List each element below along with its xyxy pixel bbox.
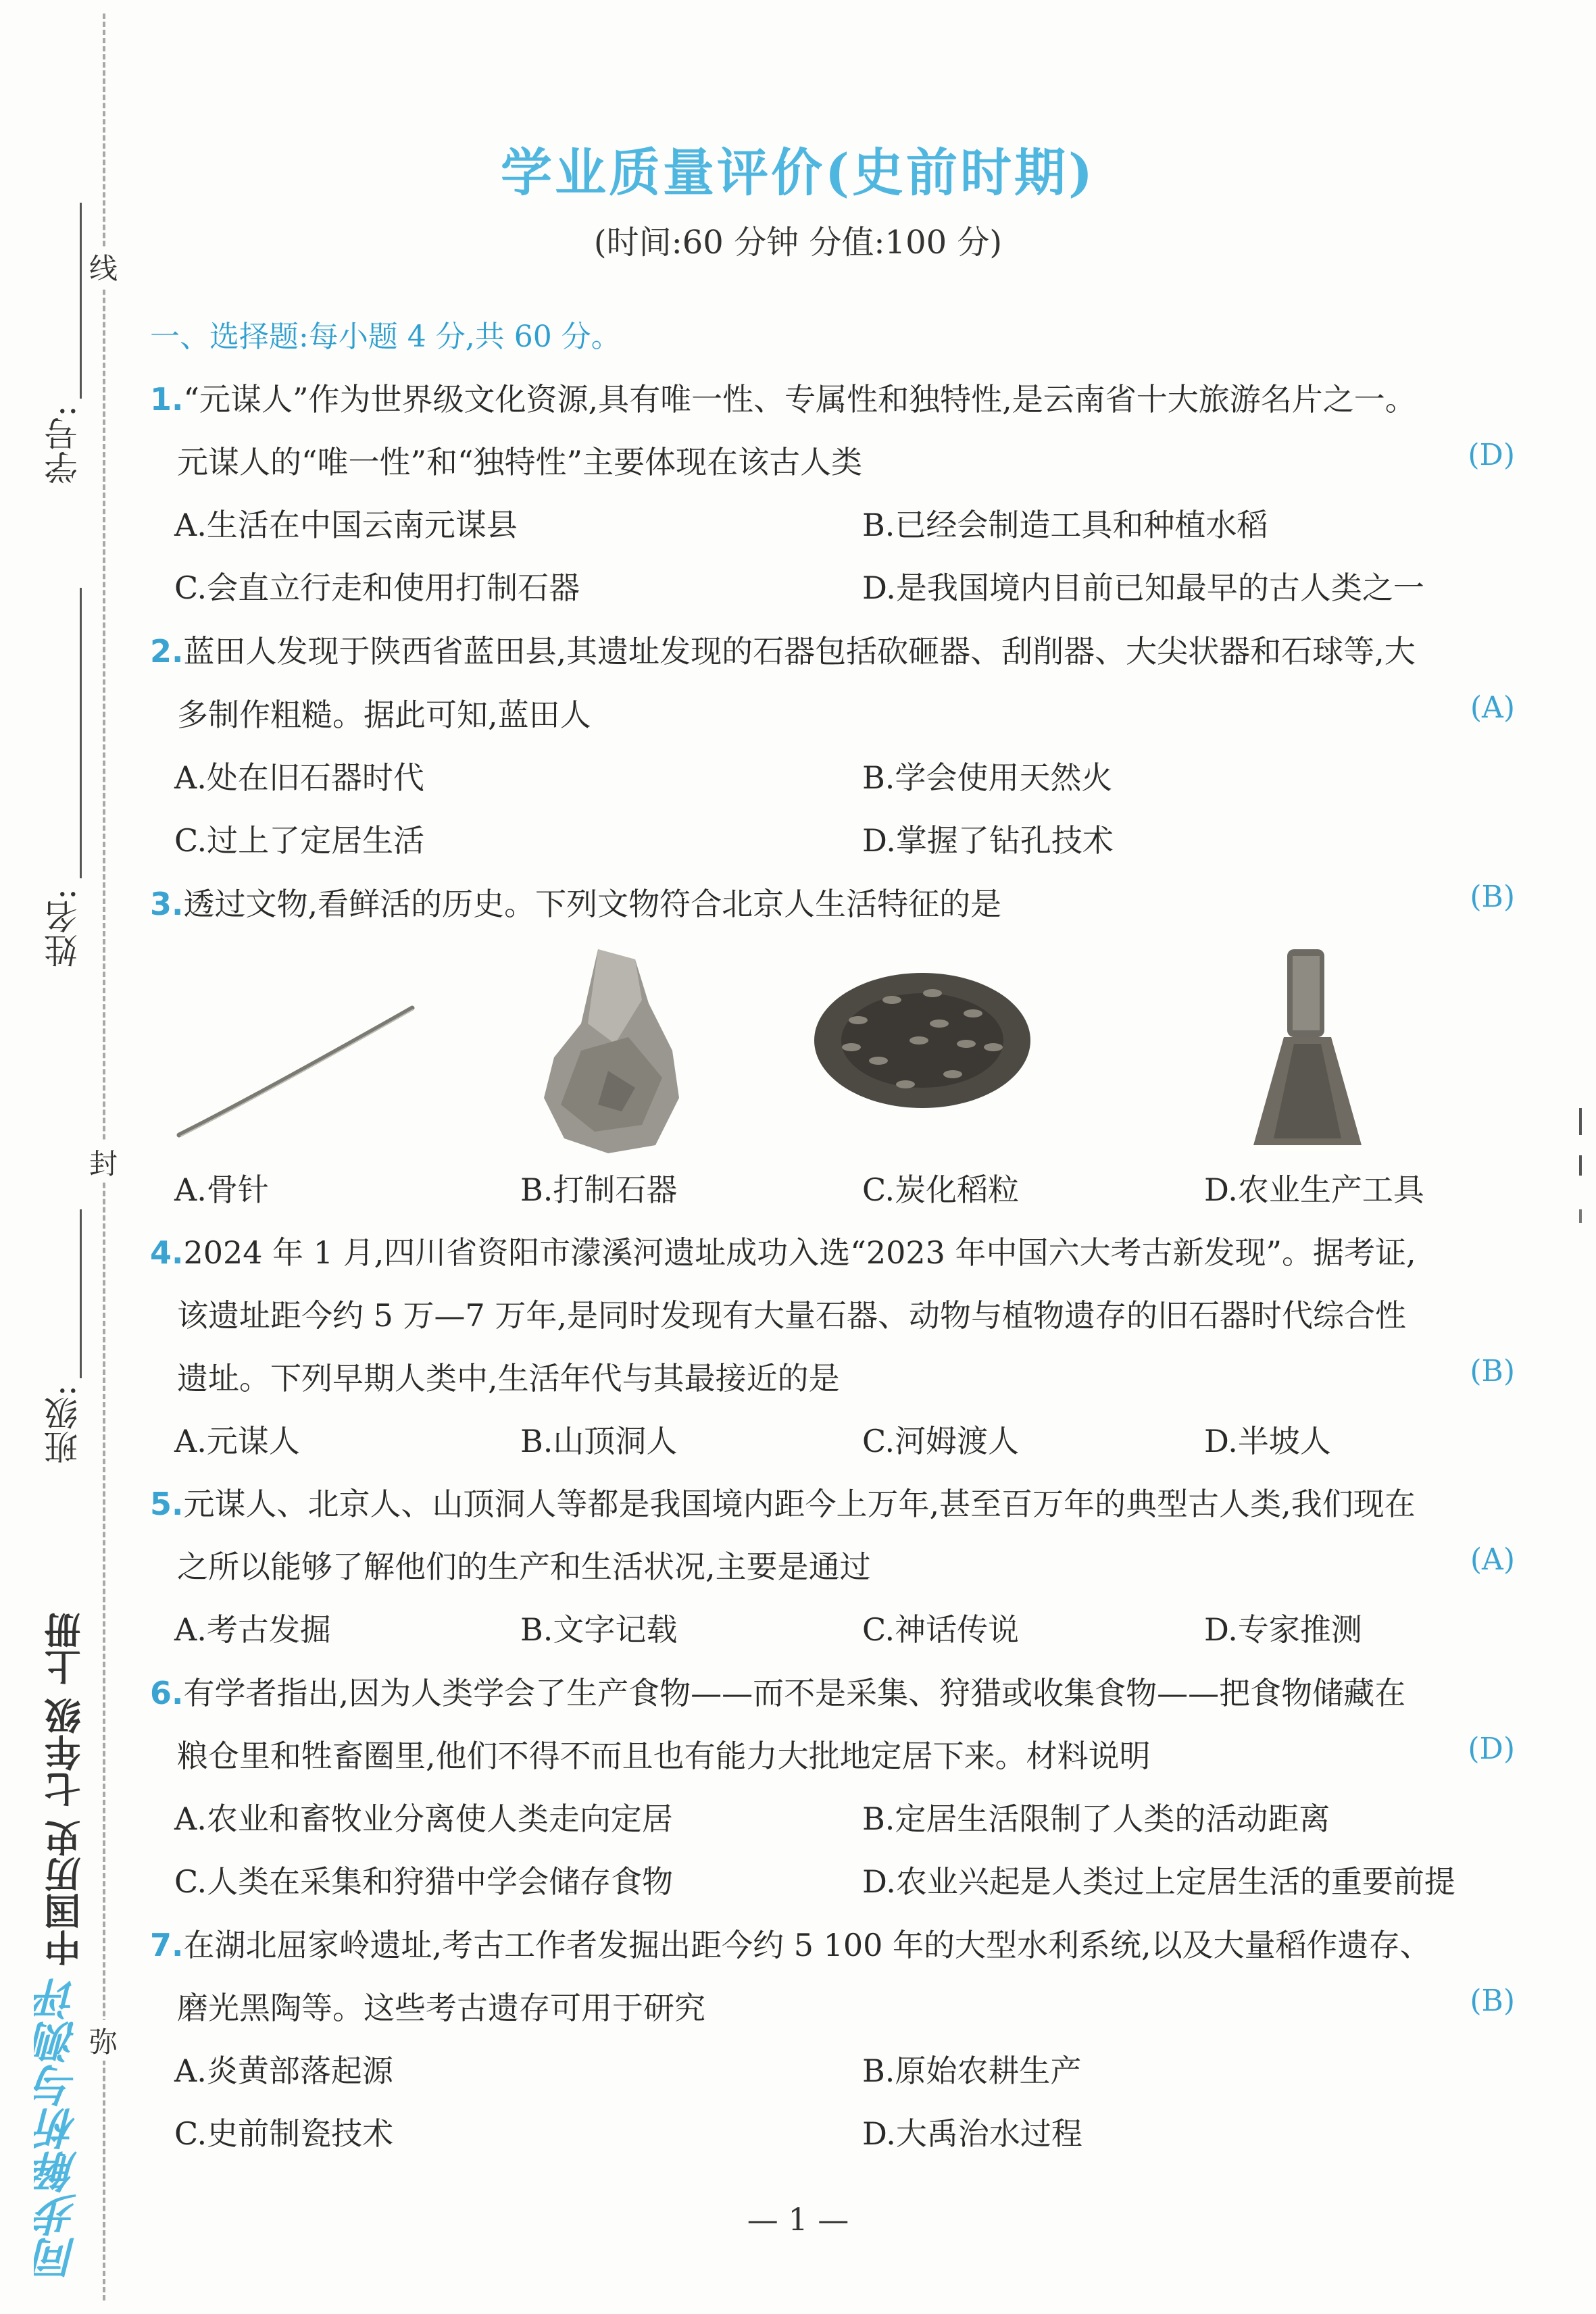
question-4-answer: (B) [1470, 1354, 1515, 1388]
scan-edge-marks [1578, 1108, 1583, 1230]
question-1-answer: (D) [1468, 438, 1515, 472]
question-6-option-c[interactable]: C.人类在采集和狩猎中学会储存食物 [174, 1863, 674, 1900]
question-1-line-1: 1.“元谋人”作为世界级文化资源,具有唯一性、专属性和独特性,是云南省十大旅游名片之一。 [150, 381, 1416, 418]
question-2-option-b[interactable]: B.学会使用天然火 [862, 759, 1113, 796]
chipped-stone-tool-image [534, 942, 689, 1159]
question-6-answer: (D) [1468, 1732, 1515, 1766]
exam-info: (时间:60 分钟 分值:100 分) [593, 224, 1003, 261]
question-4-line-2: 该遗址距今约 5 万—7 万年,是同时发现有大量石器、动物与植物遗存的旧石器时代综合性 [177, 1297, 1407, 1334]
page-title: 学业质量评价(史前时期) [501, 143, 1095, 203]
question-4-line-1: 4.2024 年 1 月,四川省资阳市濛溪河遗址成功入选“2023 年中国六大考古新发现”。据考证, [150, 1234, 1416, 1271]
question-4-line-3: 遗址。下列早期人类中,生活年代与其最接近的是 [177, 1360, 840, 1397]
farming-tool-image [1247, 942, 1368, 1159]
question-3-option-a[interactable]: A.骨针 [174, 1172, 269, 1208]
question-1-option-a[interactable]: A.生活在中国云南元谋县 [174, 507, 518, 543]
question-4-option-c[interactable]: C.河姆渡人 [862, 1423, 1020, 1459]
question-number: 1. [150, 381, 184, 418]
question-2-option-a[interactable]: A.处在旧石器时代 [174, 759, 424, 796]
question-6-option-b[interactable]: B.定居生活限制了人类的活动距离 [862, 1801, 1330, 1837]
brand-label: 同步解析与测评 [34, 1978, 84, 2280]
course-label: 中国历史 七年级 上册 [44, 1612, 86, 1966]
question-number: 6. [150, 1675, 184, 1711]
question-6-line-2: 粮仓里和牲畜圈里,他们不得不而且也有能力大批地定居下来。材料说明 [177, 1738, 1151, 1774]
question-1-option-d[interactable]: D.是我国境内目前已知最早的古人类之一 [862, 570, 1424, 606]
name-label: 姓名: [44, 888, 83, 967]
question-1-option-c[interactable]: C.会直立行走和使用打制石器 [174, 570, 580, 606]
question-7-option-b[interactable]: B.原始农耕生产 [862, 2053, 1082, 2089]
question-1-line-2: 元谋人的“唯一性”和“独特性”主要体现在该古人类 [177, 444, 863, 480]
question-2-answer: (A) [1470, 690, 1515, 725]
question-1-option-b[interactable]: B.已经会制造工具和种植水稻 [862, 507, 1268, 543]
question-3-line-1: 3.透过文物,看鲜活的历史。下列文物符合北京人生活特征的是 [150, 886, 1002, 922]
question-5-option-c[interactable]: C.神话传说 [862, 1611, 1020, 1648]
question-number: 2. [150, 633, 184, 670]
question-7-option-c[interactable]: C.史前制瓷技术 [174, 2115, 394, 2152]
question-number: 4. [150, 1234, 184, 1271]
class-label: 班级: [44, 1385, 83, 1464]
question-2-line-1: 2.蓝田人发现于陕西省蓝田县,其遗址发现的石器包括砍砸器、刮削器、大尖状器和石球等,大 [150, 633, 1416, 670]
question-5-answer: (A) [1470, 1542, 1515, 1577]
question-number: 3. [150, 886, 184, 922]
question-2-line-2: 多制作粗糙。据此可知,蓝田人 [177, 697, 591, 733]
question-7-option-a[interactable]: A.炎黄部落起源 [174, 2053, 393, 2089]
question-3-answer: (B) [1470, 880, 1515, 914]
question-number: 7. [150, 1927, 184, 1963]
question-3-option-c[interactable]: C.炭化稻粒 [862, 1172, 1020, 1208]
margin-char-seal: 封 [86, 1142, 120, 1182]
student-id-label: 学号: [44, 405, 83, 484]
question-6-line-1: 6.有学者指出,因为人类学会了生产食物——而不是采集、狩猎或收集食物——把食物储藏在 [150, 1675, 1406, 1711]
question-3-option-b[interactable]: B.打制石器 [520, 1172, 678, 1208]
class-field[interactable] [80, 1209, 82, 1378]
question-4-option-b[interactable]: B.山顶洞人 [520, 1423, 678, 1459]
question-5-line-1: 5.元谋人、北京人、山顶洞人等都是我国境内距今上万年,甚至百万年的典型古人类,我们现在 [150, 1486, 1416, 1522]
question-7-line-1: 7.在湖北屈家岭遗址,考古工作者发掘出距今约 5 100 年的大型水利系统,以及大量稻作遗存、 [150, 1927, 1431, 1963]
question-5-option-b[interactable]: B.文字记载 [520, 1611, 678, 1648]
question-5-option-a[interactable]: A.考古发掘 [174, 1611, 331, 1648]
question-2-option-c[interactable]: C.过上了定居生活 [174, 822, 425, 859]
name-field[interactable] [80, 588, 82, 878]
margin-char-line: 线 [86, 247, 120, 287]
question-2-option-d[interactable]: D.掌握了钻孔技术 [862, 822, 1114, 859]
margin-char-close: 弥 [86, 2020, 120, 2061]
question-6-option-d[interactable]: D.农业兴起是人类过上定居生活的重要前提 [862, 1863, 1455, 1900]
bone-needle-image [172, 993, 422, 1155]
carbonized-rice-image [811, 959, 1034, 1122]
question-5-option-d[interactable]: D.专家推测 [1204, 1611, 1362, 1648]
question-4-option-d[interactable]: D.半坡人 [1204, 1423, 1331, 1459]
question-5-line-2: 之所以能够了解他们的生产和生活状况,主要是通过 [177, 1549, 871, 1585]
question-7-line-2: 磨光黑陶等。这些考古遗存可用于研究 [177, 1990, 705, 2026]
question-number: 5. [150, 1486, 184, 1522]
question-7-answer: (B) [1470, 1984, 1515, 2018]
question-7-option-d[interactable]: D.大禹治水过程 [862, 2115, 1082, 2152]
question-4-option-a[interactable]: A.元谋人 [174, 1423, 300, 1459]
page-number: — 1 — [747, 2201, 849, 2238]
section-heading: 一、选择题:每小题 4 分,共 60 分。 [150, 320, 621, 354]
question-3-option-d[interactable]: D.农业生产工具 [1204, 1172, 1424, 1208]
question-6-option-a[interactable]: A.农业和畜牧业分离使人类走向定居 [174, 1801, 673, 1837]
